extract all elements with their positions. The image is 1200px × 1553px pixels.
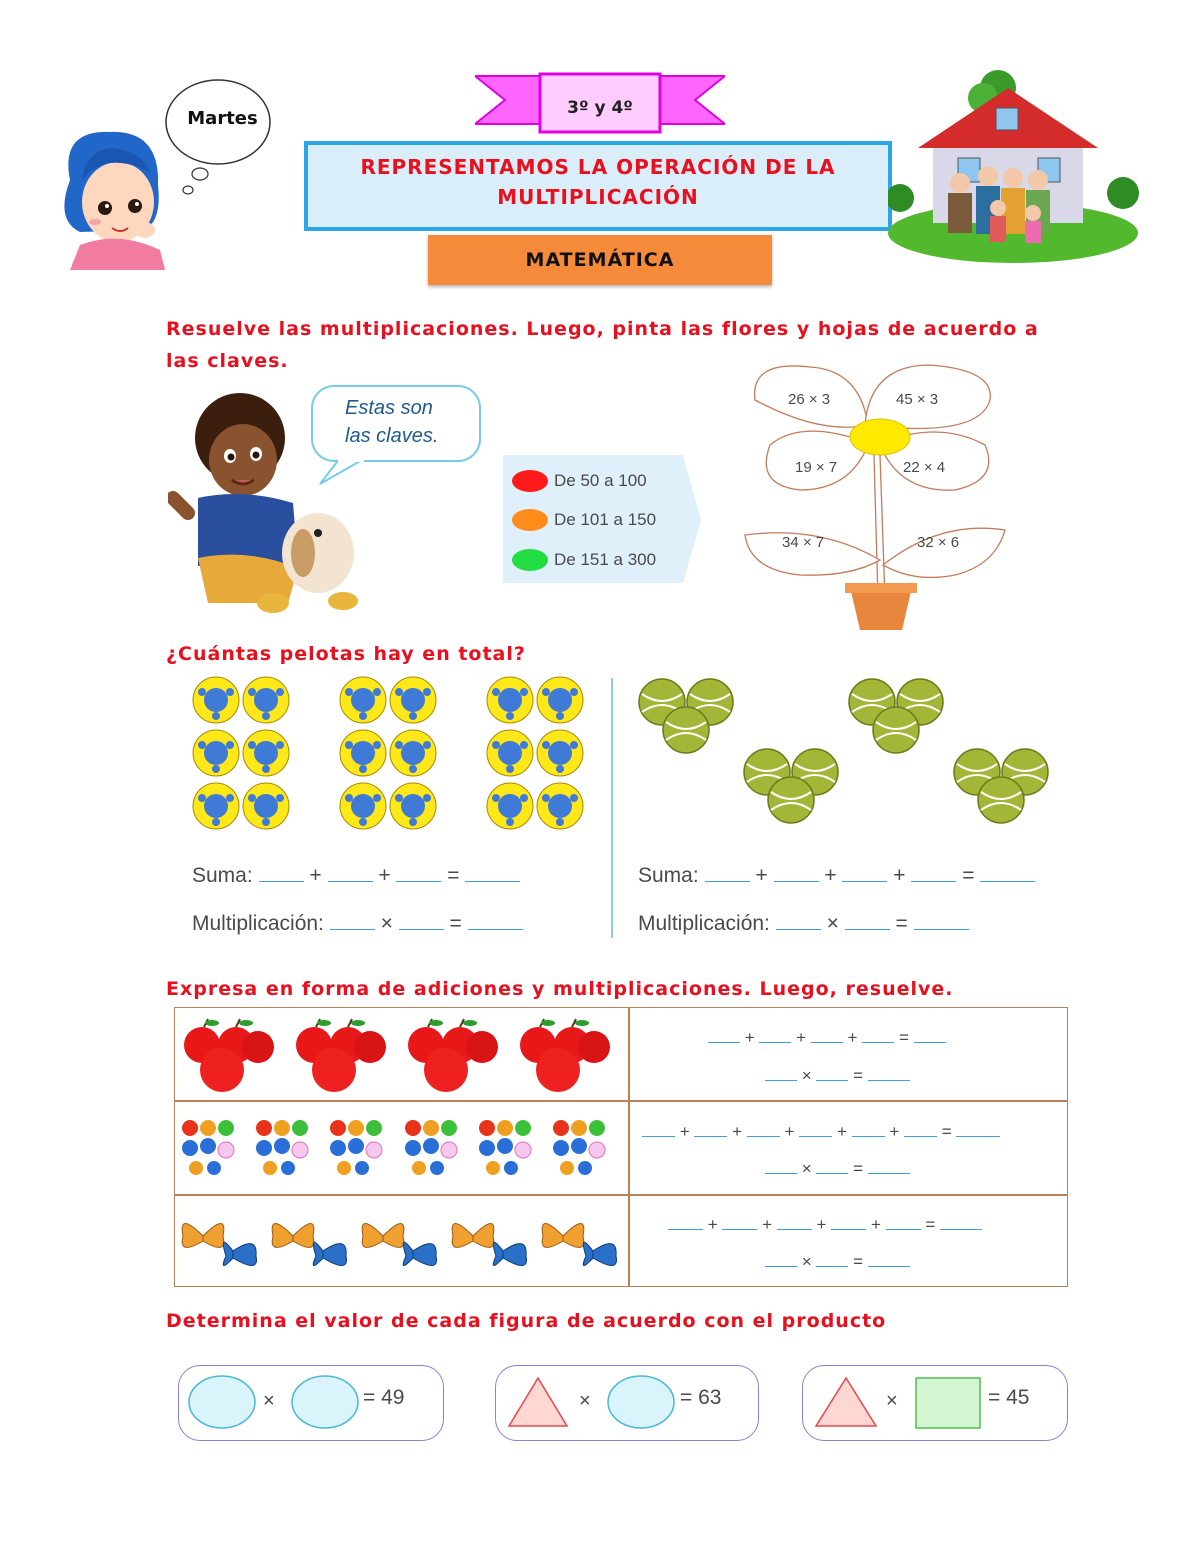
title-box	[304, 141, 892, 231]
soccer-balls-group	[190, 675, 590, 835]
answer-blank[interactable]	[259, 880, 304, 882]
equals-sign: =	[895, 912, 908, 935]
beads-row	[180, 1118, 620, 1178]
oval-icon	[608, 1376, 674, 1428]
section-divider	[611, 678, 613, 938]
tennis-sum-equation	[638, 864, 1035, 888]
page-title-line2: MULTIPLICACIÓN	[497, 185, 699, 209]
answer-blank[interactable]	[777, 1228, 812, 1230]
instruction-flowers-line2: las claves.	[166, 350, 289, 372]
tennis-balls-group	[632, 672, 1062, 837]
sum-label: Suma:	[638, 864, 699, 887]
plus-sign: +	[870, 1215, 881, 1234]
grade-label: 3º y 4º	[567, 98, 633, 118]
answer-blank[interactable]	[799, 1135, 832, 1137]
key-list	[512, 462, 656, 580]
answer-blank[interactable]	[862, 1041, 894, 1043]
answer-blank[interactable]	[868, 1172, 910, 1174]
answer-blank[interactable]	[911, 880, 956, 882]
balls-question: ¿Cuántas pelotas hay en total?	[166, 643, 526, 665]
mult-label: Multiplicación:	[192, 912, 324, 935]
instruction-additions: Expresa en forma de adiciones y multiplicaciones. Luego, resuelve.	[166, 978, 954, 1000]
answer-blank[interactable]	[904, 1135, 937, 1137]
equals-sign: =	[449, 912, 462, 935]
answer-blank[interactable]	[465, 880, 520, 882]
answer-blank[interactable]	[468, 928, 523, 930]
answer-blank[interactable]	[765, 1079, 797, 1081]
plus-sign: +	[707, 1215, 718, 1234]
plus-sign: +	[679, 1122, 690, 1141]
instruction-flowers-line1: Resuelve las multiplicaciones. Luego, pinta las flores y hojas de acuerdo a	[166, 318, 1039, 340]
plus-sign: +	[836, 1122, 847, 1141]
answer-blank[interactable]	[816, 1079, 848, 1081]
times-sign: ×	[380, 912, 393, 935]
answer-blank[interactable]	[705, 880, 750, 882]
key-label: De 151 a 300	[554, 550, 657, 569]
equals-sign: =	[853, 1066, 864, 1085]
svg-text:×: ×	[579, 1390, 591, 1412]
key-row-50-100	[512, 462, 656, 500]
oval-icon	[189, 1376, 255, 1428]
petal-label: 45 × 3	[896, 391, 939, 408]
butterflies-row	[178, 1206, 628, 1276]
answer-blank[interactable]	[776, 928, 821, 930]
equals-sign: =	[447, 864, 460, 887]
equals-sign: =	[898, 1028, 909, 1047]
plus-sign: +	[847, 1028, 858, 1047]
petal-label: 26 × 3	[788, 391, 831, 408]
answer-blank[interactable]	[886, 1228, 921, 1230]
apples-sum-equation	[708, 1028, 946, 1048]
figure-box-1-result: = 49	[363, 1386, 405, 1409]
sum-label: Suma:	[192, 864, 253, 887]
answer-blank[interactable]	[328, 880, 373, 882]
page-title-line1: REPRESENTAMOS LA OPERACIÓN DE LA	[360, 155, 836, 179]
apples-mult-equation	[765, 1066, 910, 1086]
answer-blank[interactable]	[330, 928, 375, 930]
key-row-151-300	[512, 540, 656, 580]
answer-blank[interactable]	[816, 1265, 848, 1267]
thought-bubble	[160, 72, 280, 202]
answer-blank[interactable]	[765, 1172, 797, 1174]
plus-sign: +	[893, 864, 906, 887]
plus-sign: +	[824, 864, 837, 887]
answer-blank[interactable]	[956, 1135, 1000, 1137]
beads-sum-equation	[642, 1122, 1000, 1142]
plus-sign: +	[784, 1122, 795, 1141]
answer-blank[interactable]	[914, 1041, 946, 1043]
butterflies-mult-equation	[765, 1252, 910, 1272]
answer-blank[interactable]	[668, 1228, 703, 1230]
answer-blank[interactable]	[816, 1172, 848, 1174]
orange-key-swatch	[512, 509, 548, 531]
red-key-swatch	[512, 470, 548, 492]
butterflies-sum-equation	[668, 1215, 982, 1235]
svg-text:×: ×	[886, 1390, 898, 1412]
petal-label: 22 × 4	[903, 459, 946, 476]
mult-label: Multiplicación:	[638, 912, 770, 935]
equals-sign: =	[962, 864, 975, 887]
figure-box-1-shapes	[185, 1372, 375, 1434]
speech-text-line2: las claves.	[345, 425, 439, 447]
oval-icon	[292, 1376, 358, 1428]
answer-blank[interactable]	[642, 1135, 675, 1137]
answer-blank[interactable]	[765, 1265, 797, 1267]
times-sign: ×	[801, 1159, 812, 1178]
tennis-mult-equation	[638, 912, 969, 936]
times-sign: ×	[801, 1066, 812, 1085]
plus-sign: +	[378, 864, 391, 887]
triangle-icon	[509, 1378, 567, 1426]
answer-blank[interactable]	[747, 1135, 780, 1137]
green-key-swatch	[512, 549, 548, 571]
answer-blank[interactable]	[914, 928, 969, 930]
answer-blank[interactable]	[852, 1135, 885, 1137]
answer-blank[interactable]	[980, 880, 1035, 882]
day-label: Martes	[187, 108, 258, 129]
equals-sign: =	[941, 1122, 952, 1141]
beads-mult-equation	[765, 1159, 910, 1179]
subject-banner: MATEMÁTICA	[428, 235, 772, 285]
square-icon	[916, 1378, 980, 1428]
answer-blank[interactable]	[396, 880, 441, 882]
key-row-101-150	[512, 500, 656, 540]
girl-illustration	[50, 120, 175, 270]
petal-label: 19 × 7	[795, 459, 838, 476]
key-label: De 50 a 100	[554, 471, 647, 490]
equals-sign: =	[853, 1159, 864, 1178]
answer-blank[interactable]	[694, 1135, 727, 1137]
figure-box-3-result: = 45	[988, 1386, 1030, 1409]
plus-sign: +	[816, 1215, 827, 1234]
plus-sign: +	[762, 1215, 773, 1234]
figure-box-2-result: = 63	[680, 1386, 722, 1409]
figure-box-2-shapes	[503, 1372, 693, 1434]
instruction-figures: Determina el valor de cada figura de acuerdo con el producto	[166, 1310, 887, 1332]
answer-blank[interactable]	[842, 880, 887, 882]
plus-sign: +	[889, 1122, 900, 1141]
answer-blank[interactable]	[774, 880, 819, 882]
answer-blank[interactable]	[759, 1041, 791, 1043]
table-row-divider	[175, 1194, 1067, 1196]
key-label: De 101 a 150	[554, 510, 657, 529]
answer-blank[interactable]	[940, 1228, 982, 1230]
figure-box-3-shapes	[810, 1372, 990, 1434]
plus-sign: +	[732, 1122, 743, 1141]
plus-sign: +	[796, 1028, 807, 1047]
equals-sign: =	[925, 1215, 936, 1234]
speech-text-line1: Estas son	[345, 397, 433, 419]
plus-sign: +	[744, 1028, 755, 1047]
answer-blank[interactable]	[868, 1079, 910, 1081]
table-col-divider	[628, 1008, 630, 1286]
answer-blank[interactable]	[845, 928, 890, 930]
answer-blank[interactable]	[811, 1041, 843, 1043]
plus-sign: +	[755, 864, 768, 887]
triangle-icon	[816, 1378, 876, 1426]
table-row-divider	[175, 1100, 1067, 1102]
leaf-label: 32 × 6	[917, 534, 960, 551]
flower-diagram	[740, 355, 1010, 635]
answer-blank[interactable]	[868, 1265, 910, 1267]
leaf-label: 34 × 7	[782, 534, 825, 551]
soccer-mult-equation	[192, 912, 523, 936]
answer-blank[interactable]	[708, 1041, 740, 1043]
answer-blank[interactable]	[831, 1228, 866, 1230]
answer-blank[interactable]	[722, 1228, 757, 1230]
times-sign: ×	[801, 1252, 812, 1271]
plus-sign: +	[309, 864, 322, 887]
svg-text:×: ×	[263, 1390, 275, 1412]
soccer-sum-equation	[192, 864, 520, 888]
answer-blank[interactable]	[399, 928, 444, 930]
times-sign: ×	[826, 912, 839, 935]
equals-sign: =	[853, 1252, 864, 1271]
apples-row	[184, 1015, 624, 1100]
house-family-illustration	[888, 68, 1143, 263]
